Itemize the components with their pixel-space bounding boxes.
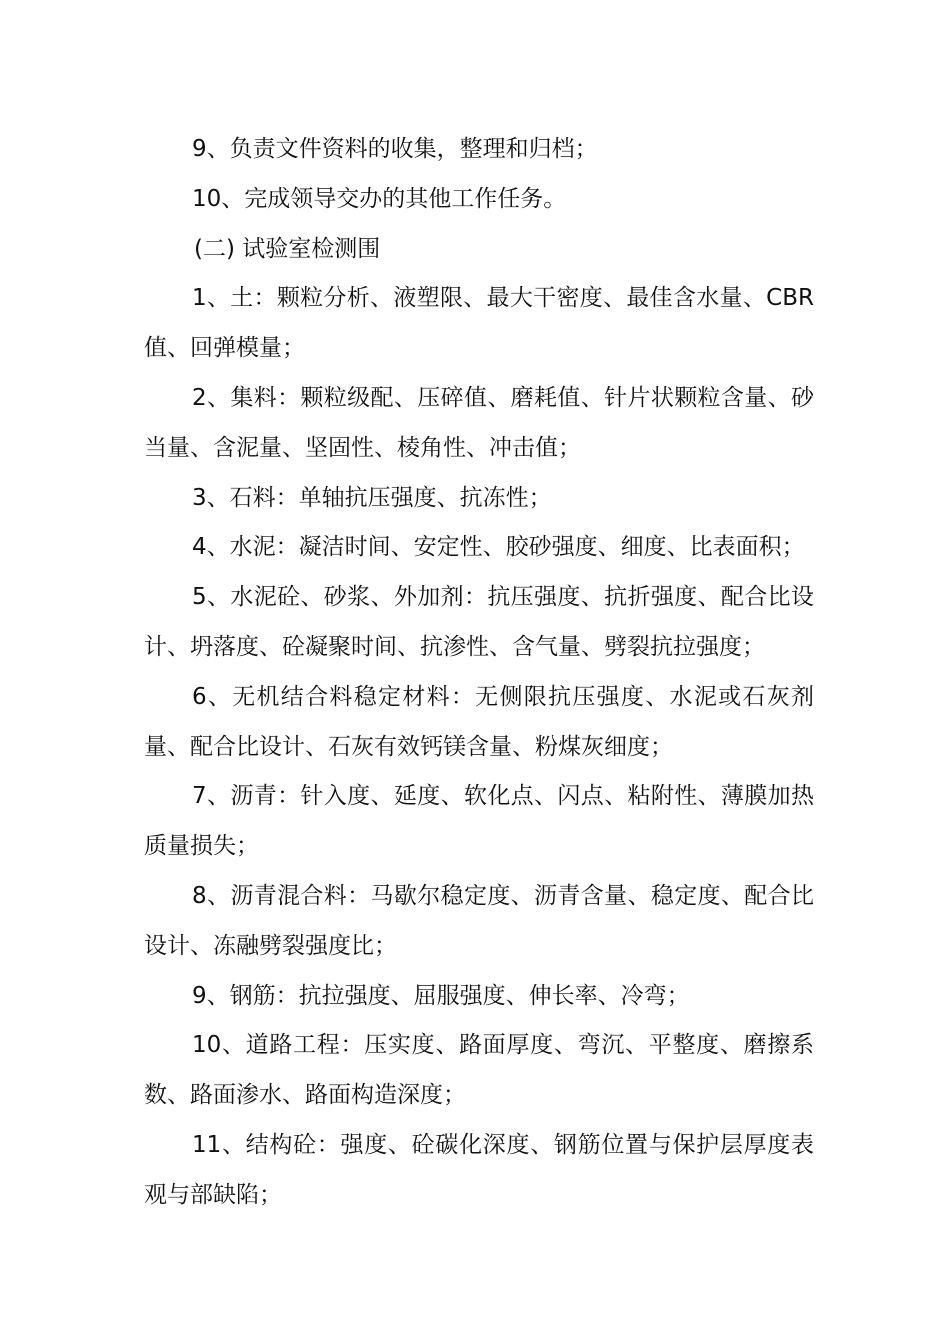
test-item-cement: 4、水泥：凝洁时间、安定性、胶砂强度、细度、比表面积； xyxy=(192,534,805,561)
test-item-stabilized-material: 6、无机结合料稳定材料：无侧限抗压强度、水泥或石灰剂量、配合比设计、石灰有效钙镁含量、粉煤灰细度； xyxy=(144,683,814,760)
test-item-stone: 3、石料：单轴抗压强度、抗冻性； xyxy=(192,484,552,511)
duty-item-10: 10、完成领导交办的其他工作任务。 xyxy=(192,185,567,212)
document-body xyxy=(144,125,814,1221)
duty-item-9: 9、负责文件资料的收集，整理和归档； xyxy=(192,136,598,162)
section-heading: (二) 试验室检测围 xyxy=(194,235,381,262)
test-item-road-engineering: 10、道路工程：压实度、路面厚度、弯沉、平整度、磨擦系数、路面渗水、路面构造深度； xyxy=(144,1032,814,1109)
test-item-soil: 1、土：颗粒分析、液塑限、最大干密度、最佳含水量、CBR 值、回弹模量； xyxy=(144,285,814,362)
test-item-aggregate: 2、集料：颗粒级配、压碎值、磨耗值、针片状颗粒含量、砂当量、含泥量、坚固性、棱角性、冲击值； xyxy=(144,384,814,461)
test-item-concrete-mortar: 5、水泥砼、砂浆、外加剂：抗压强度、抗折强度、配合比设计、坍落度、砼凝聚时间、抗渗性、含气量、劈裂抗拉强度； xyxy=(144,584,814,660)
test-item-steel-bar: 9、钢筋：抗拉强度、屈服强度、伸长率、冷弯； xyxy=(192,982,690,1009)
test-item-asphalt-mixture: 8、沥青混合料：马歇尔稳定度、沥青含量、稳定度、配合比设计、冻融劈裂强度比； xyxy=(144,882,814,959)
test-item-structural-concrete: 11、结构砼：强度、砼碳化深度、钢筋位置与保护层厚度表观与部缺陷； xyxy=(144,1131,814,1208)
test-item-asphalt: 7、沥青：针入度、延度、软化点、闪点、粘附性、薄膜加热质量损失； xyxy=(144,783,814,860)
